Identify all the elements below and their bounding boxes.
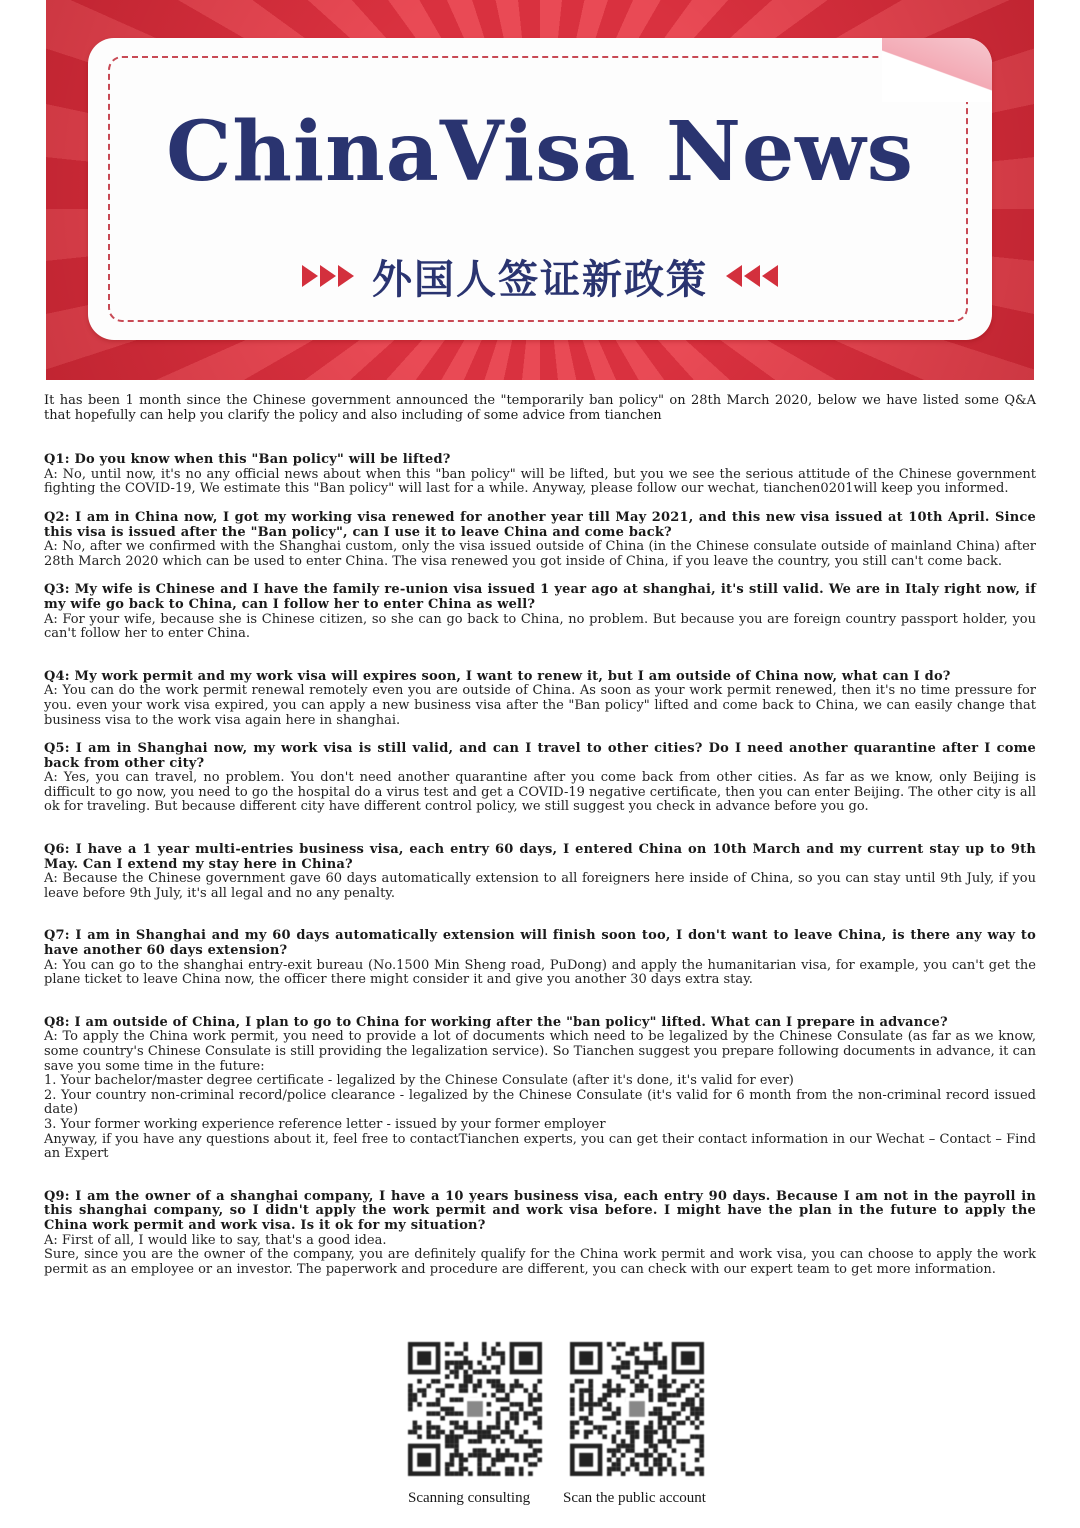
- answer-list-item: 1. Your bachelor/master degree certificate - legalized by the Chinese Consulate (after it's done, it's valid for ever): [44, 1073, 794, 1089]
- qa-item-4: [44, 670, 1036, 728]
- question: Q6: I have a 1 year multi-entries business visa, each entry 60 days, I entered China on 10th March and my current stay up to 9th May. Can I extend my stay here in China?: [44, 842, 1036, 872]
- qr-code-icon: [408, 1342, 542, 1476]
- qr-code-public-account[interactable]: [570, 1342, 704, 1476]
- answer: A: No, after we confirmed with the Shanghai custom, only the visa issued outside of China (in the Chinese consulate outside of mainland China) after 28th March 2020 which can be used to enter China. The visa renewed you got inside of China, if you leave the country, you still can't come back.: [44, 539, 1036, 569]
- qr-code-consulting[interactable]: [408, 1342, 542, 1476]
- answer-list-item: 2. Your country non-criminal record/police clearance - legalized by the Chinese Consulate (it's valid for 6 month from the non-criminal record issued date): [44, 1087, 1036, 1118]
- question: Q5: I am in Shanghai now, my work visa is still valid, and can I travel to other cities? Do I need another quarantine after I come back from other city?: [44, 741, 1036, 771]
- banner-title: ChinaVisa News: [166, 104, 914, 200]
- arrow-right-icon: [302, 265, 354, 287]
- qa-item-5: [44, 742, 1036, 815]
- question: Q7: I am in Shanghai and my 60 days automatically extension will finish soon too, I don't want to leave China, is there any way to have another 60 days extension?: [44, 928, 1036, 959]
- header-banner: [46, 0, 1034, 380]
- answer: A: Yes, you can travel, no problem. You don't need another quarantine after you come back from other cities. As far as we know, only Beijing is difficult to go now, you need to go the hospital do a virus test and get a COVID-19 negative certificate, then you can enter Beijing. The other city is all ok for traveling. But because different city have different control policy, we still suggest you check in advance before you go.: [44, 770, 1036, 815]
- question: Q3: My wife is Chinese and I have the family re-union visa issued 1 year ago at shanghai, it's still valid. We are in Italy right now, if my wife go back to China, can I follow her to enter China as well?: [44, 582, 1036, 612]
- banner-subtitle: 外国人签证新政策: [372, 256, 708, 303]
- qa-item-2: [44, 511, 1036, 569]
- qa-item-6: [44, 843, 1036, 901]
- intro-paragraph: It has been 1 month since the Chinese government announced the "temporarily ban policy" on 28th March 2020, below we have listed some Q&A that hopefully can help you clarify the policy and also including of some advice from tianchen: [44, 393, 1036, 423]
- qr-code-icon: [570, 1342, 704, 1476]
- qa-item-1: [44, 453, 1036, 497]
- question: Q1: Do you know when this "Ban policy" will be lifted?: [44, 452, 451, 468]
- banner-card: [88, 38, 992, 340]
- answer: A: Because the Chinese government gave 60 days automatically extension to all foreigners here inside of China, so you can stay until 9th July, if you leave before 9th July, it's all legal and no any penalty.: [44, 871, 1036, 901]
- answer: A: You can do the work permit renewal remotely even you are outside of China. As soon as your work permit renewed, then it's no time pressure for you. even your work visa expired, you can apply a new business visa after the "Ban policy" lifted and come back to China, we can easily change that business visa to the work visa again here in shanghai.: [44, 683, 1036, 728]
- qa-item-3: [44, 583, 1036, 641]
- answer: Anyway, if you have any questions about it, feel free to contactTianchen experts, you can get their contact information in our Wechat – Contact – Find an Expert: [44, 1131, 1036, 1162]
- page-curl-decoration: [882, 38, 992, 102]
- arrow-left-icon: [726, 265, 778, 287]
- answer: A: To apply the China work permit, you need to provide a lot of documents which need to be legalized by the Chinese Consulate (as far as we know, some country's Chinese Consulate is still providing the legalization service). So Tianchen suggest you prepare following documents in advance, it can save you some time in the future:: [44, 1029, 1036, 1074]
- subtitle-row: [88, 244, 992, 308]
- qr-section: [0, 1342, 1080, 1528]
- answer-list-item: 3. Your former working experience reference letter - issued by your former employer: [44, 1116, 606, 1132]
- answer: Sure, since you are the owner of the company, you are definitely qualify for the China work permit and work visa, you can choose to apply the work permit as an employee or an investor. The paperwork and procedure are different, you can check with our expert team to get more information.: [44, 1247, 1036, 1277]
- answer: A: First of all, I would like to say, that's a good idea.: [44, 1232, 387, 1248]
- qa-item-9: [44, 1190, 1036, 1278]
- question: Q9: I am the owner of a shanghai company, I have a 10 years business visa, each entry 90 days. Because I am not in the payroll in this shanghai company, so I didn't apply the work permit and work visa before. I might have the plan in the future to apply the China work permit and work visa. Is it ok for my situation?: [44, 1188, 1036, 1233]
- qa-item-7: [44, 929, 1036, 987]
- question: Q4: My work permit and my work visa will expires soon, I want to renew it, but I am outside of China now, what can I do?: [44, 668, 951, 684]
- qr-label-public-account: Scan the public account: [563, 1490, 706, 1506]
- question: Q8: I am outside of China, I plan to go to China for working after the "ban policy" lifted. What can I prepare in advance?: [44, 1014, 948, 1030]
- answer: A: You can go to the shanghai entry-exit bureau (No.1500 Min Sheng road, PuDong) and apply the humanitarian visa, for example, you can't get the plane ticket to leave China now, the officer there might consider it and give you another 30 days extra stay.: [44, 957, 1036, 988]
- qr-label-consulting: Scanning consulting: [408, 1490, 531, 1506]
- answer: A: For your wife, because she is Chinese citizen, so she can go back to China, no problem. But because you are foreign country passport holder, you can't follow her to enter China.: [44, 611, 1036, 642]
- qa-item-8: [44, 1016, 1036, 1162]
- answer: A: No, until now, it's no any official news about when this "ban policy" will be lifted, but you we see the serious attitude of the Chinese government fighting the COVID-19, We estimate this "Ban policy" will last for a while. Anyway, please follow our wechat, tianchen0201will keep you informed.: [44, 466, 1036, 497]
- question: Q2: I am in China now, I got my working visa renewed for another year till May 2021, and this new visa issued at 10th April. Since this visa is issued after the "Ban policy", can I use it to leave China and come back?: [44, 509, 1036, 540]
- article-body: [44, 394, 1036, 1291]
